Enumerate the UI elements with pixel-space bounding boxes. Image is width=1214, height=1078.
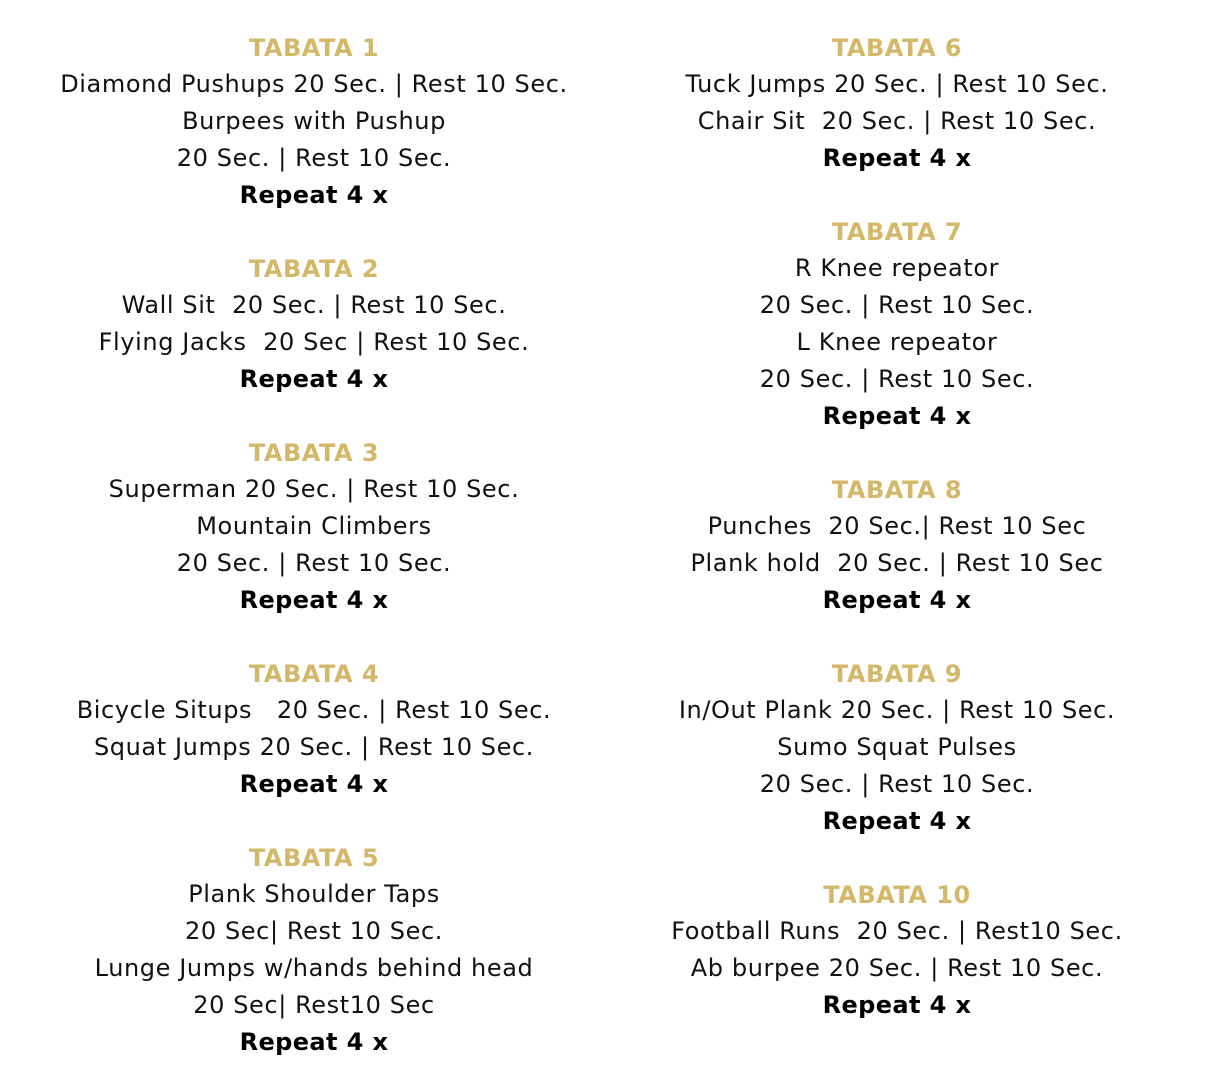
repeat-label: Repeat 4 x — [822, 586, 972, 614]
exercise-line: 20 Sec| Rest10 Sec — [193, 991, 435, 1019]
tabata-title: TABATA 5 — [248, 844, 380, 872]
repeat-label: Repeat 4 x — [822, 144, 972, 172]
exercise-line: 20 Sec. | Rest 10 Sec. — [759, 365, 1035, 393]
block-spacer — [14, 213, 614, 251]
exercise-line: Bicycle Situps 20 Sec. | Rest 10 Sec. — [76, 696, 552, 724]
block-spacer — [597, 434, 1197, 472]
exercise-line: R Knee repeator — [794, 254, 1000, 282]
tabata-block — [14, 251, 614, 397]
exercise-line: Punches 20 Sec.| Rest 10 Sec — [707, 512, 1087, 540]
repeat-label: Repeat 4 x — [822, 402, 972, 430]
tabata-title: TABATA 10 — [823, 881, 971, 909]
tabata-title: TABATA 2 — [248, 255, 380, 283]
repeat-label: Repeat 4 x — [239, 770, 389, 798]
repeat-label: Repeat 4 x — [239, 1028, 389, 1056]
tabata-block — [597, 472, 1197, 618]
exercise-line: Wall Sit 20 Sec. | Rest 10 Sec. — [121, 291, 507, 319]
repeat-label: Repeat 4 x — [239, 181, 389, 209]
exercise-line: 20 Sec. | Rest 10 Sec. — [759, 291, 1035, 319]
tabata-title: TABATA 1 — [248, 34, 380, 62]
block-spacer — [597, 618, 1197, 656]
block-spacer — [597, 839, 1197, 877]
exercise-line: Ab burpee 20 Sec. | Rest 10 Sec. — [690, 954, 1104, 982]
tabata-block — [597, 656, 1197, 839]
repeat-label: Repeat 4 x — [822, 991, 972, 1019]
tabata-title: TABATA 8 — [831, 476, 963, 504]
exercise-line: Diamond Pushups 20 Sec. | Rest 10 Sec. — [60, 70, 568, 98]
exercise-line: 20 Sec. | Rest 10 Sec. — [759, 770, 1035, 798]
exercise-line: L Knee repeator — [796, 328, 998, 356]
tabata-title: TABATA 3 — [248, 439, 380, 467]
tabata-block — [14, 656, 614, 802]
tabata-block — [597, 30, 1197, 176]
right-column — [597, 30, 1197, 1023]
exercise-line: Chair Sit 20 Sec. | Rest 10 Sec. — [697, 107, 1097, 135]
repeat-label: Repeat 4 x — [239, 586, 389, 614]
block-spacer — [597, 176, 1197, 214]
exercise-line: Plank hold 20 Sec. | Rest 10 Sec — [690, 549, 1104, 577]
tabata-title: TABATA 9 — [831, 660, 963, 688]
exercise-line: Mountain Climbers — [196, 512, 432, 540]
block-spacer — [14, 397, 614, 435]
exercise-line: Superman 20 Sec. | Rest 10 Sec. — [108, 475, 520, 503]
exercise-line: Squat Jumps 20 Sec. | Rest 10 Sec. — [93, 733, 535, 761]
tabata-block — [14, 435, 614, 618]
exercise-line: Sumo Squat Pulses — [777, 733, 1017, 761]
exercise-line: 20 Sec. | Rest 10 Sec. — [176, 549, 452, 577]
left-column — [14, 30, 614, 1060]
exercise-line: Tuck Jumps 20 Sec. | Rest 10 Sec. — [685, 70, 1109, 98]
exercise-line: 20 Sec| Rest 10 Sec. — [185, 917, 443, 945]
exercise-line: Flying Jacks 20 Sec | Rest 10 Sec. — [98, 328, 530, 356]
block-spacer — [14, 618, 614, 656]
tabata-block — [14, 30, 614, 213]
exercise-line: Lunge Jumps w/hands behind head — [94, 954, 534, 982]
exercise-line: In/Out Plank 20 Sec. | Rest 10 Sec. — [678, 696, 1116, 724]
tabata-title: TABATA 6 — [831, 34, 963, 62]
tabata-block — [14, 840, 614, 1060]
tabata-block — [597, 214, 1197, 434]
block-spacer — [14, 802, 614, 840]
tabata-title: TABATA 4 — [248, 660, 380, 688]
exercise-line: Plank Shoulder Taps — [188, 880, 440, 908]
exercise-line: Burpees with Pushup — [182, 107, 446, 135]
repeat-label: Repeat 4 x — [239, 365, 389, 393]
tabata-block — [597, 877, 1197, 1023]
exercise-line: 20 Sec. | Rest 10 Sec. — [176, 144, 452, 172]
tabata-title: TABATA 7 — [831, 218, 963, 246]
exercise-line: Football Runs 20 Sec. | Rest10 Sec. — [671, 917, 1123, 945]
repeat-label: Repeat 4 x — [822, 807, 972, 835]
